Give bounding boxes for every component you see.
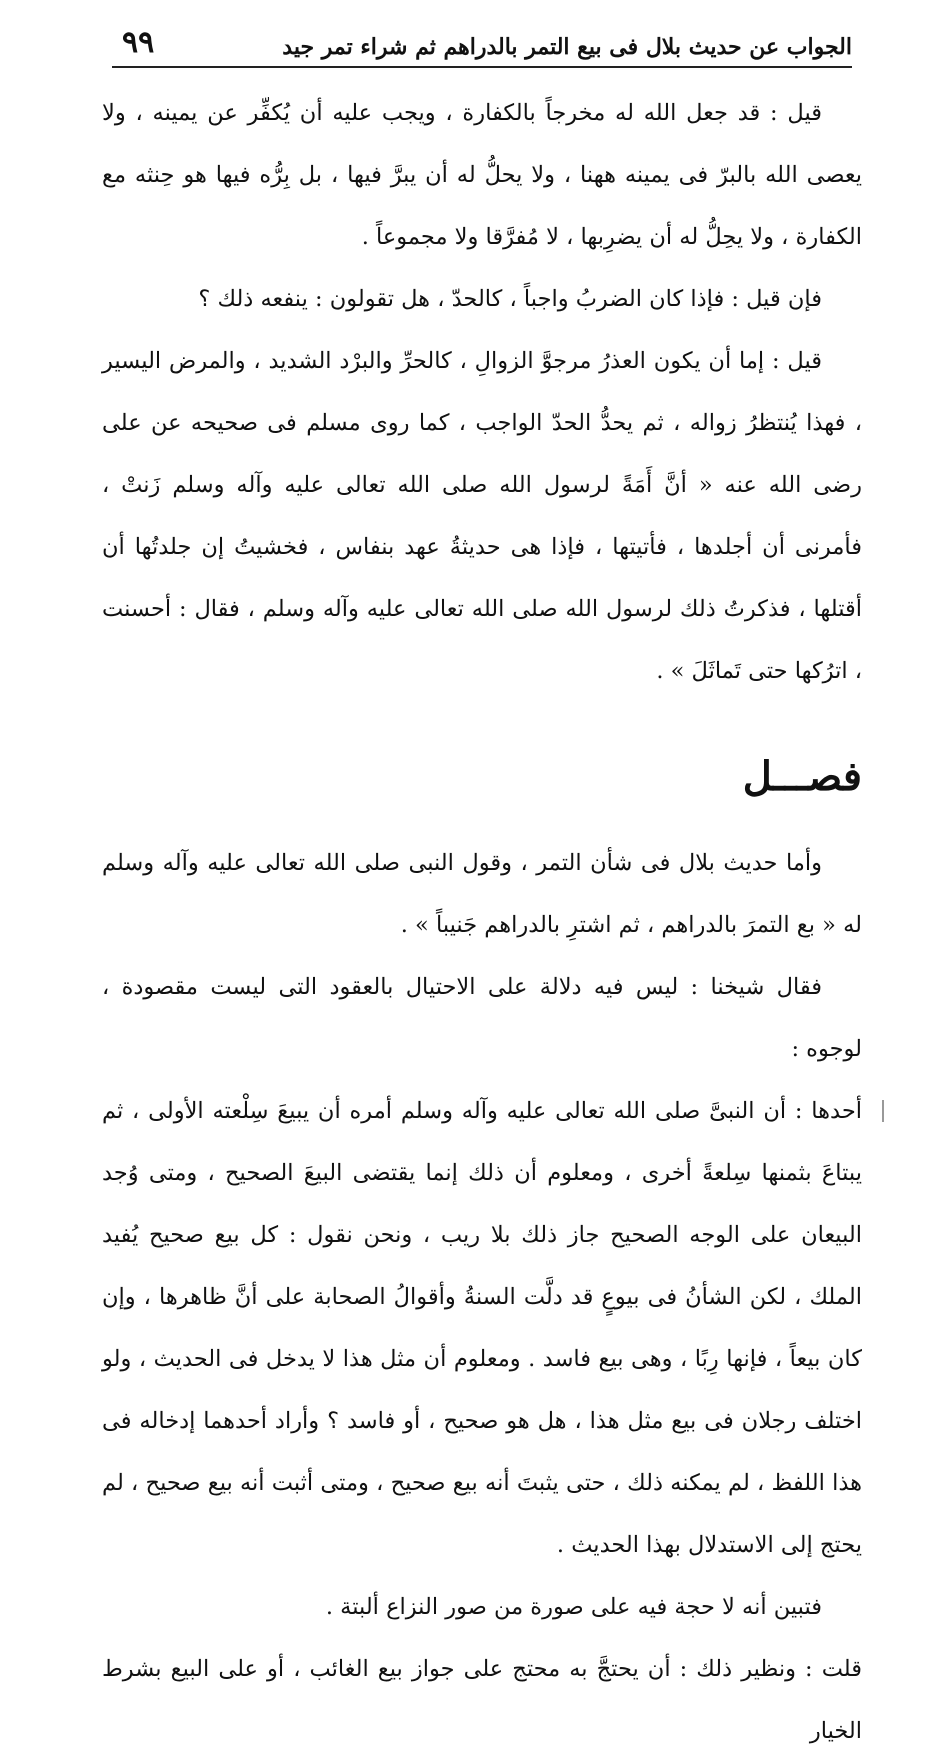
paragraph: أحدها : أن النبىَّ صلى الله تعالى عليه وآله وسلم أمره أن يبيعَ سِلْعته الأولى ، ثم يبتاعَ بثمنها سِلعةً أخرى ، ومعلوم أن ذلك إنما يقتضى البيعَ الصحيح ، ومتى وُجد البيعان على الوجه الصحيح جاز ذلك بلا ريب ، ونحن نقول : كل بيع صحيح يُفيد الملك ، لكن الشأنُ فى بيوعٍ قد دلَّت السنةُ وأقوالُ الصحابة على أنَّ ظاهرها ، وإن كان بيعاً ، فإنها رِبًا ، وهى بيع فاسد . ومعلوم أن مثل هذا لا يدخل فى الحديث ، ولو اختلف رجلان فى بيع مثل هذا ، هل هو صحيح ، أو فاسد ؟ وأراد أحدهما إدخاله فى هذا اللفظ ، لم يمكنه ذلك ، حتى يثبتَ أنه بيع صحيح ، ومتى أثبت أنه بيع صحيح ، لم يحتج إلى الاستدلال بهذا الحديث . <box>102 1098 862 1558</box>
margin-mark <box>882 1100 884 1122</box>
paragraph: فقال شيخنا : ليس فيه دلالة على الاحتيال بالعقود التى ليست مقصودة ، لوجوه : <box>102 974 862 1062</box>
paragraph: فتبين أنه لا حجة فيه على صورة من صور النزاع ألبتة . <box>325 1594 822 1620</box>
section-title: فصـــل <box>742 753 862 800</box>
page-body <box>102 82 862 1762</box>
paragraph: وأما حديث بلال فى شأن التمر ، وقول النبى صلى الله تعالى عليه وآله وسلم له « بع التمرَ بالدراهم ، ثم اشترِ بالدراهم جَنيباً » . <box>102 850 862 938</box>
paragraph: قيل : إما أن يكون العذرُ مرجوَّ الزوالِ ، كالحرِّ والبرْد الشديد ، والمرض اليسير ، فهذا يُنتظرُ زواله ، ثم يحدُّ الحدّ الواجب ، كما روى مسلم فى صحيحه عن على رضى الله عنه « أنَّ أَمَةً لرسول الله صلى الله تعالى عليه وآله وسلم زَنتْ ، فأمرنى أن أجلدها ، فأتيتها ، فإذا هى حديثةُ عهد بنفاس ، فخشيتُ إن جلدتُها أن أقتلها ، فذكرتُ ذلك لرسول الله صلى الله تعالى عليه وآله وسلم ، فقال : أحسنت ، اترُكها حتى تَماثَلَ » . <box>102 348 862 684</box>
paragraph: قيل : قد جعل الله له مخرجاً بالكفارة ، ويجب عليه أن يُكفِّر عن يمينه ، ولا يعصى الله بالبرّ فى يمينه ههنا ، ولا يحلُّ له أن يبرَّ فيها ، بل بِرُّه فيها هو حِنثه مع الكفارة ، ولا يحِلُّ له أن يضرِبها ، لا مُفرَّقا ولا مجموعاً . <box>102 100 862 250</box>
paragraph: قلت : ونظير ذلك : أن يحتجَّ به محتج على جواز بيع الغائب ، أو على البيع بشرط الخيار <box>102 1656 862 1744</box>
page-number: ٩٩ <box>122 25 155 60</box>
page-header <box>112 22 852 68</box>
running-head: الجواب عن حديث بلال فى بيع التمر بالدراهم ثم شراء تمر جيد <box>282 34 852 60</box>
paragraph: فإن قيل : فإذا كان الضربُ واجباً ، كالحدّ ، هل تقولون : ينفعه ذلك ؟ <box>198 286 822 312</box>
